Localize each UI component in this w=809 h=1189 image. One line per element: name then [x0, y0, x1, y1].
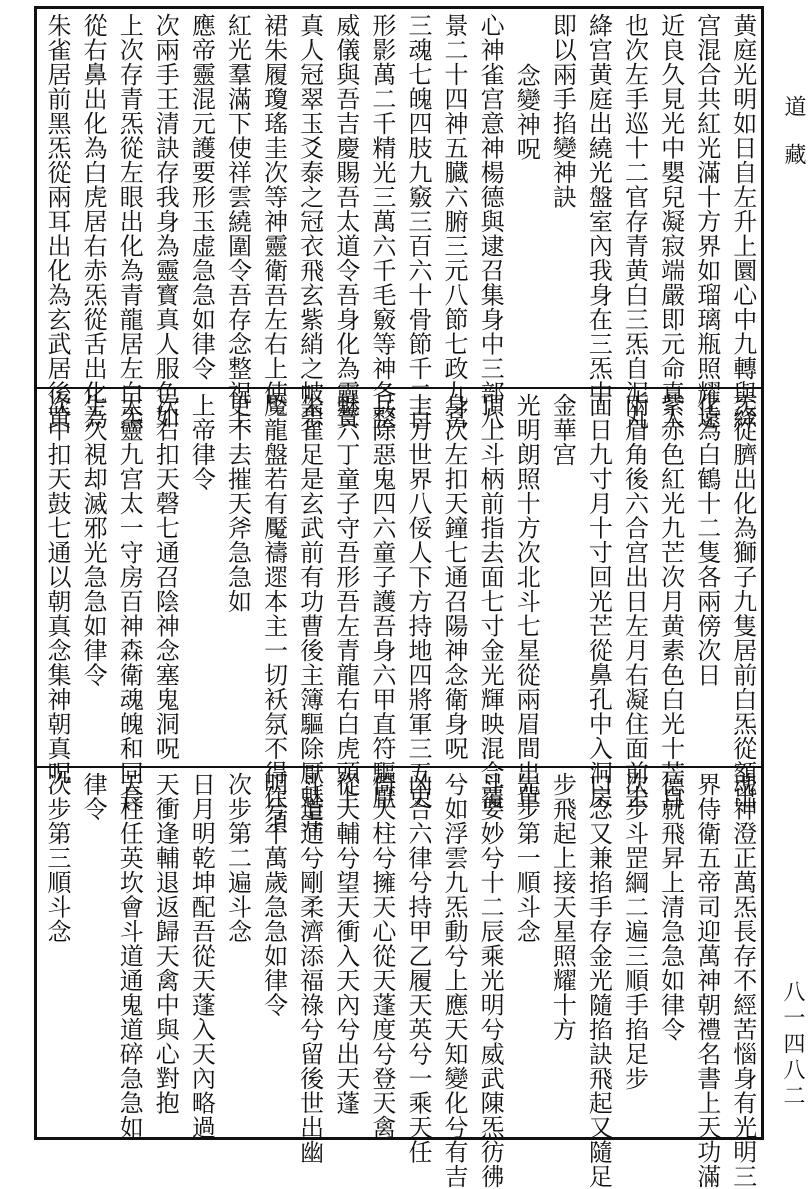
- text-column: 口念又兼掐手存金光隨掐訣飛起又隨足: [584, 772, 613, 1189]
- text-column: 律令: [79, 772, 108, 821]
- text-column: 朱雀居前黑炁從兩耳出化為玄武居後黄: [43, 13, 71, 430]
- middle-register: [37, 387, 761, 834]
- text-column: 裙朱履瓊瑤圭次等神靈衛吾左右上使: [259, 13, 288, 405]
- page-number: 八一四八二: [780, 980, 805, 1110]
- text-column: 日月明乾坤配吾從天蓬入天內略過: [187, 772, 216, 1140]
- text-column: 魂神澄正萬炁長存不經苦惱身有光明三: [728, 772, 757, 1189]
- text-column: 化為白鶴十二隻各兩傍次日: [692, 393, 721, 687]
- text-column: 先步第一順斗念: [512, 772, 541, 944]
- text-column: 天衝逢輔退返歸天禽中與心對抱: [151, 772, 180, 1115]
- text-column: 三魂七魄四肢九竅三百六十骨節千二百: [403, 13, 432, 430]
- section-heading: 念變神呪: [512, 63, 541, 161]
- text-column: 明兮千萬歲急急如律令: [259, 772, 288, 1017]
- text-column: 應帝靈混元護要形玉虚急急如律令: [187, 13, 216, 381]
- text-column: 也次左手巡十二官存青黄白三炁自泥丸: [620, 13, 649, 430]
- text-column: 兩眉角後六合宫出日左月右凝住面前去: [620, 393, 649, 810]
- text-column: 從右鼻出化為白虎居右赤炁從舌出化為: [79, 13, 108, 430]
- text-column: 斗道通兮剛柔濟添福祿兮留後世出幽: [295, 772, 324, 1164]
- text-column: 界侍衛五帝司迎萬神朝禮名書上天功滿: [692, 772, 721, 1189]
- text-column: 天柱任英坎會斗道通鬼道碎急急如: [115, 772, 144, 1140]
- text-column: 上次存青炁從左眼出化為青龍居左白炁: [115, 13, 144, 430]
- text-column: 倚天柱兮擁天心從天蓬度兮登天禽: [367, 772, 396, 1140]
- text-column: 次步第二遍斗念: [223, 772, 252, 944]
- text-column: 形影萬二千精光三萬六千毛竅等神各整: [367, 13, 396, 430]
- text-column: 德就飛昇上清急急如律令: [656, 772, 685, 1042]
- text-column: 上方世界八俀人下方持地四將軍三五吏: [403, 393, 432, 810]
- text-column: 身次左扣天鐘七通召陽神念衛身呪: [440, 393, 469, 761]
- text-column: 魘龍盤若有魘禱遝本主一切袄氛不得住須: [259, 393, 288, 834]
- book-title: 道藏: [781, 95, 806, 191]
- text-column: 真人冠翠玉爻泰之冠衣飛玄紫綃之帔碧: [295, 13, 324, 430]
- text-column: 宫混合共紅光滿十方界如瑠璃瓶照耀遠: [692, 13, 721, 430]
- text-column: 紅光羣滿下使祥雲繞圍令吾存念整祝上: [223, 13, 252, 430]
- text-column: 近良久見光中嬰兒凝寂端嚴即元命真人: [656, 13, 685, 430]
- text-column: 生久視却滅邪光急急如律令: [79, 393, 108, 687]
- text-column: 凶合六律兮持甲乙履天英兮一乘天任: [403, 772, 432, 1164]
- text-column: 斗要妙兮十二辰乘光明兮威武陳炁彷彿: [476, 772, 505, 1189]
- text-column: 光明朗照十方次北斗七星從兩眉間出單: [512, 393, 541, 810]
- page-frame: [34, 6, 764, 1189]
- text-column: 上帝律令: [187, 393, 216, 491]
- text-column: 黄庭光明如日自左升上圜心中九轉與絳: [728, 13, 757, 430]
- text-column: 次中扣天鼓七通以朝真念集神朝真呪: [43, 393, 71, 785]
- text-column: 景二十四神五臓六腑三元八節七政九宫: [440, 13, 469, 430]
- text-column: 次右扣天磬七通召陰神念塞鬼洞呪: [151, 393, 180, 761]
- text-column: 心神雀宫意神楊德與逮召集身中三部八: [476, 13, 505, 430]
- text-column: 絳宫黄庭出繞光盤室內我身在三炁中: [584, 13, 613, 405]
- text-column: 紫赤色紅光九芒次月黄素色白光十芒自: [656, 393, 685, 810]
- text-column: 頂上斗柄前指去面七寸金光輝映混合覆: [476, 393, 505, 810]
- text-column: 次步斗罡綱二遍三順手掐足步: [620, 772, 649, 1091]
- text-column: 次步第三順斗念: [43, 772, 71, 944]
- text-column: 太靈九宫太一守房百神森衛魂魄和同長: [115, 393, 144, 810]
- text-column: 金華宫: [548, 393, 577, 467]
- text-column: 兵除惡鬼四六童子護吾身六甲直符驅厭: [367, 393, 396, 810]
- text-column: 炁從臍出化為獅子九隻居前白炁從額出: [728, 393, 757, 810]
- text-column: 魅六丁童子守吾形吾左青龍右白虎頭上: [331, 393, 360, 810]
- text-column: 次兩手王清訣存我身為靈寳真人服色如: [151, 13, 180, 430]
- text-column: 兮如浮雲九炁動兮上應天知變化兮有吉: [440, 772, 469, 1189]
- text-column: 步飛起上接天星照耀十方: [548, 772, 577, 1042]
- text-column: 更不去摧天斧急急如: [223, 393, 252, 614]
- text-column: 即以兩手掐變神訣: [548, 13, 577, 209]
- text-column: 從天輔兮望天衝入天內兮出天蓬: [331, 772, 360, 1115]
- text-column: 面日九寸月十寸回光芒從鼻孔中入洞房: [584, 393, 613, 810]
- text-column: 朱雀足是玄武前有功曹後主簿驅除厭魅弄: [295, 393, 324, 834]
- bottom-register: [37, 766, 761, 1189]
- text-column: 威儀與吾吉慶賜吾太道令吾身化為靈寳: [331, 13, 360, 430]
